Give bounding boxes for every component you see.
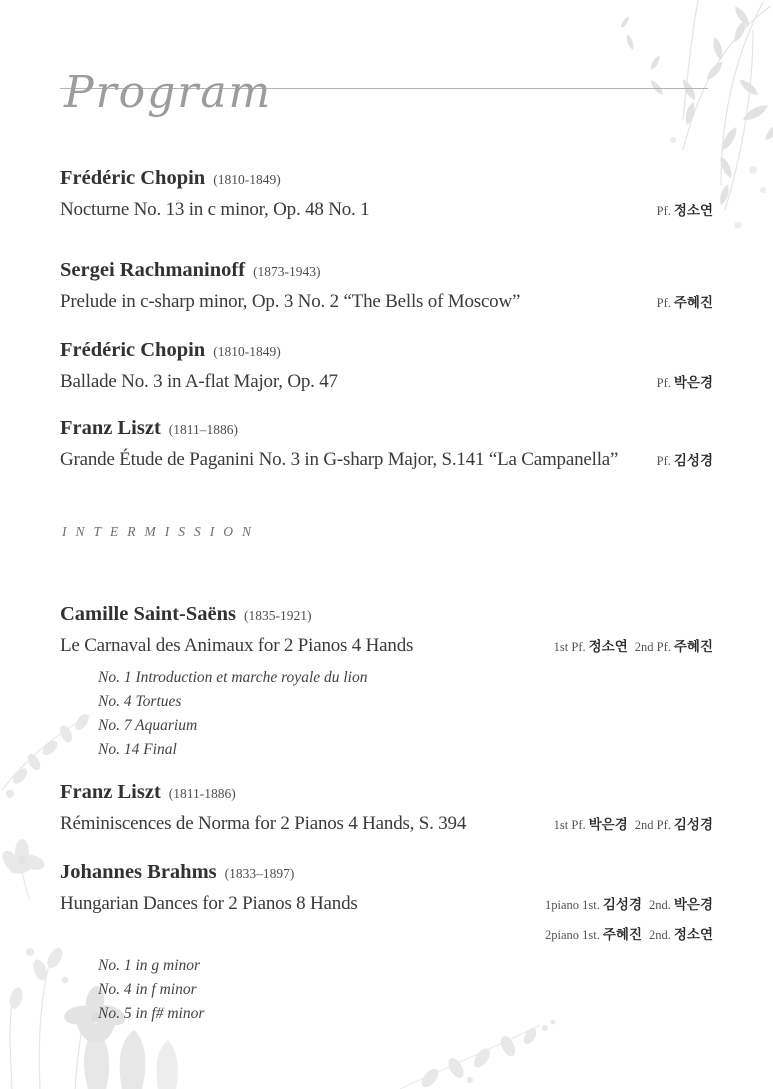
piece-row	[60, 445, 713, 476]
piece-title: Prelude in c-sharp minor, Op. 3 No. 2 “The Bells of Moscow”	[60, 291, 521, 312]
performer-segment	[635, 816, 713, 833]
composer-dates: (1833–1897)	[224, 866, 295, 881]
composer-line	[60, 859, 713, 887]
composer-dates: (1873-1943)	[253, 264, 321, 279]
program-entry	[60, 859, 713, 1026]
performer-segment	[657, 294, 713, 311]
performer-name: 김성경	[673, 453, 713, 469]
performer-segment	[554, 638, 628, 655]
floral-flower-left	[0, 830, 60, 900]
performer-segment	[649, 926, 713, 943]
piece-title: Le Carnaval des Animaux for 2 Pianos 4 Hands	[60, 635, 414, 656]
movement-item: No. 1 Introduction et marche royale du lion	[98, 669, 368, 686]
performer-name: 정소연	[588, 639, 628, 655]
program-entry	[60, 257, 713, 318]
composer-line	[60, 779, 713, 807]
performer-role-label: 2nd.	[649, 928, 671, 942]
performer-name: 정소연	[673, 927, 713, 943]
composer-line	[60, 257, 713, 285]
composer-name: Camille Saint-Saëns	[60, 603, 236, 625]
composer-name: Frédéric Chopin	[60, 339, 206, 361]
performer-credits	[657, 288, 713, 318]
performer-role-label: 1st Pf.	[553, 640, 586, 654]
composer-dates: (1811-1886)	[168, 786, 236, 801]
performer-role-label: 2piano 1st.	[545, 928, 600, 942]
performer-line	[657, 368, 713, 398]
performer-line	[657, 196, 713, 226]
performer-role-label: 1piano 1st.	[545, 898, 600, 912]
composer-dates: (1810-1849)	[213, 172, 281, 187]
composer-line	[60, 165, 713, 193]
page-title: Program	[64, 67, 273, 119]
composer-dates: (1810-1849)	[213, 344, 281, 359]
movement-item: No. 5 in f# minor	[98, 1005, 205, 1022]
movement-item: No. 1 in g minor	[98, 957, 201, 974]
performer-credits	[545, 890, 713, 950]
performer-segment	[554, 816, 628, 833]
performer-line	[657, 446, 713, 476]
performer-role-label: Pf.	[656, 376, 671, 390]
performer-role-label: 1st Pf.	[553, 818, 586, 832]
movement-list	[60, 666, 713, 762]
piece-title: Nocturne No. 13 in c minor, Op. 48 No. 1	[60, 199, 370, 220]
performer-segment	[545, 896, 642, 913]
performer-role-label: Pf.	[656, 296, 671, 310]
program-entry	[60, 601, 713, 762]
performer-role-label: Pf.	[656, 454, 671, 468]
piece-row	[60, 809, 713, 840]
piece-row	[60, 631, 713, 662]
composer-name: Frédéric Chopin	[60, 167, 206, 189]
performer-credits	[657, 446, 713, 476]
movement-item: No. 4 Tortues	[98, 693, 182, 710]
performer-name: 주혜진	[602, 927, 642, 943]
performer-credits	[554, 810, 713, 840]
performer-name: 주혜진	[673, 639, 713, 655]
performer-line	[545, 920, 713, 950]
piece-title: Grande Étude de Paganini No. 3 in G-sharp Major, S.141 “La Campanella”	[60, 449, 619, 470]
performer-segment	[649, 896, 713, 913]
performer-segment	[657, 202, 713, 219]
composer-name: Johannes Brahms	[60, 861, 217, 883]
performer-line	[545, 890, 713, 920]
performer-name: 김성경	[602, 897, 642, 913]
performer-segment	[635, 638, 713, 655]
performer-segment	[657, 452, 713, 469]
performer-name: 박은경	[673, 897, 713, 913]
composer-line	[60, 601, 713, 629]
composer-dates: (1811–1886)	[168, 422, 239, 437]
performer-name: 김성경	[673, 817, 713, 833]
piece-row	[60, 367, 713, 398]
performer-segment	[545, 926, 642, 943]
performer-credits	[657, 196, 713, 226]
floral-sprig-bottom-center	[390, 1020, 580, 1089]
composer-name: Franz Liszt	[60, 781, 161, 803]
performer-role-label: 2nd Pf.	[634, 818, 671, 832]
performer-name: 박은경	[588, 817, 628, 833]
composer-name: Sergei Rachmaninoff	[60, 259, 246, 281]
performer-role-label: Pf.	[656, 204, 671, 218]
movement-item: No. 4 in f minor	[98, 981, 197, 998]
piece-title: Ballade No. 3 in A-flat Major, Op. 47	[60, 371, 338, 392]
piece-row	[60, 287, 713, 318]
piece-title: Réminiscences de Norma for 2 Pianos 4 Hands, S. 394	[60, 813, 467, 834]
performer-name: 주혜진	[673, 295, 713, 311]
program-entry	[60, 165, 713, 226]
intermission-label: INTERMISSION	[62, 524, 260, 539]
program-entry	[60, 779, 713, 840]
movement-item: No. 14 Final	[98, 741, 177, 758]
movement-list	[60, 954, 713, 1026]
movement-item: No. 7 Aquarium	[98, 717, 198, 734]
performer-line	[554, 632, 713, 662]
composer-line	[60, 415, 713, 443]
program-entry	[60, 415, 713, 476]
performer-segment	[657, 374, 713, 391]
composer-line	[60, 337, 713, 365]
performer-name: 박은경	[673, 375, 713, 391]
performer-credits	[554, 632, 713, 662]
composer-name: Franz Liszt	[60, 417, 161, 439]
composer-dates: (1835-1921)	[243, 608, 312, 623]
performer-name: 정소연	[673, 203, 713, 219]
piece-row	[60, 889, 713, 950]
performer-role-label: 2nd.	[649, 898, 671, 912]
performer-credits	[657, 368, 713, 398]
piece-row	[60, 195, 713, 226]
piece-title: Hungarian Dances for 2 Pianos 8 Hands	[60, 893, 358, 914]
performer-role-label: 2nd Pf.	[634, 640, 671, 654]
program-entry	[60, 337, 713, 398]
performer-line	[657, 288, 713, 318]
performer-line	[554, 810, 713, 840]
